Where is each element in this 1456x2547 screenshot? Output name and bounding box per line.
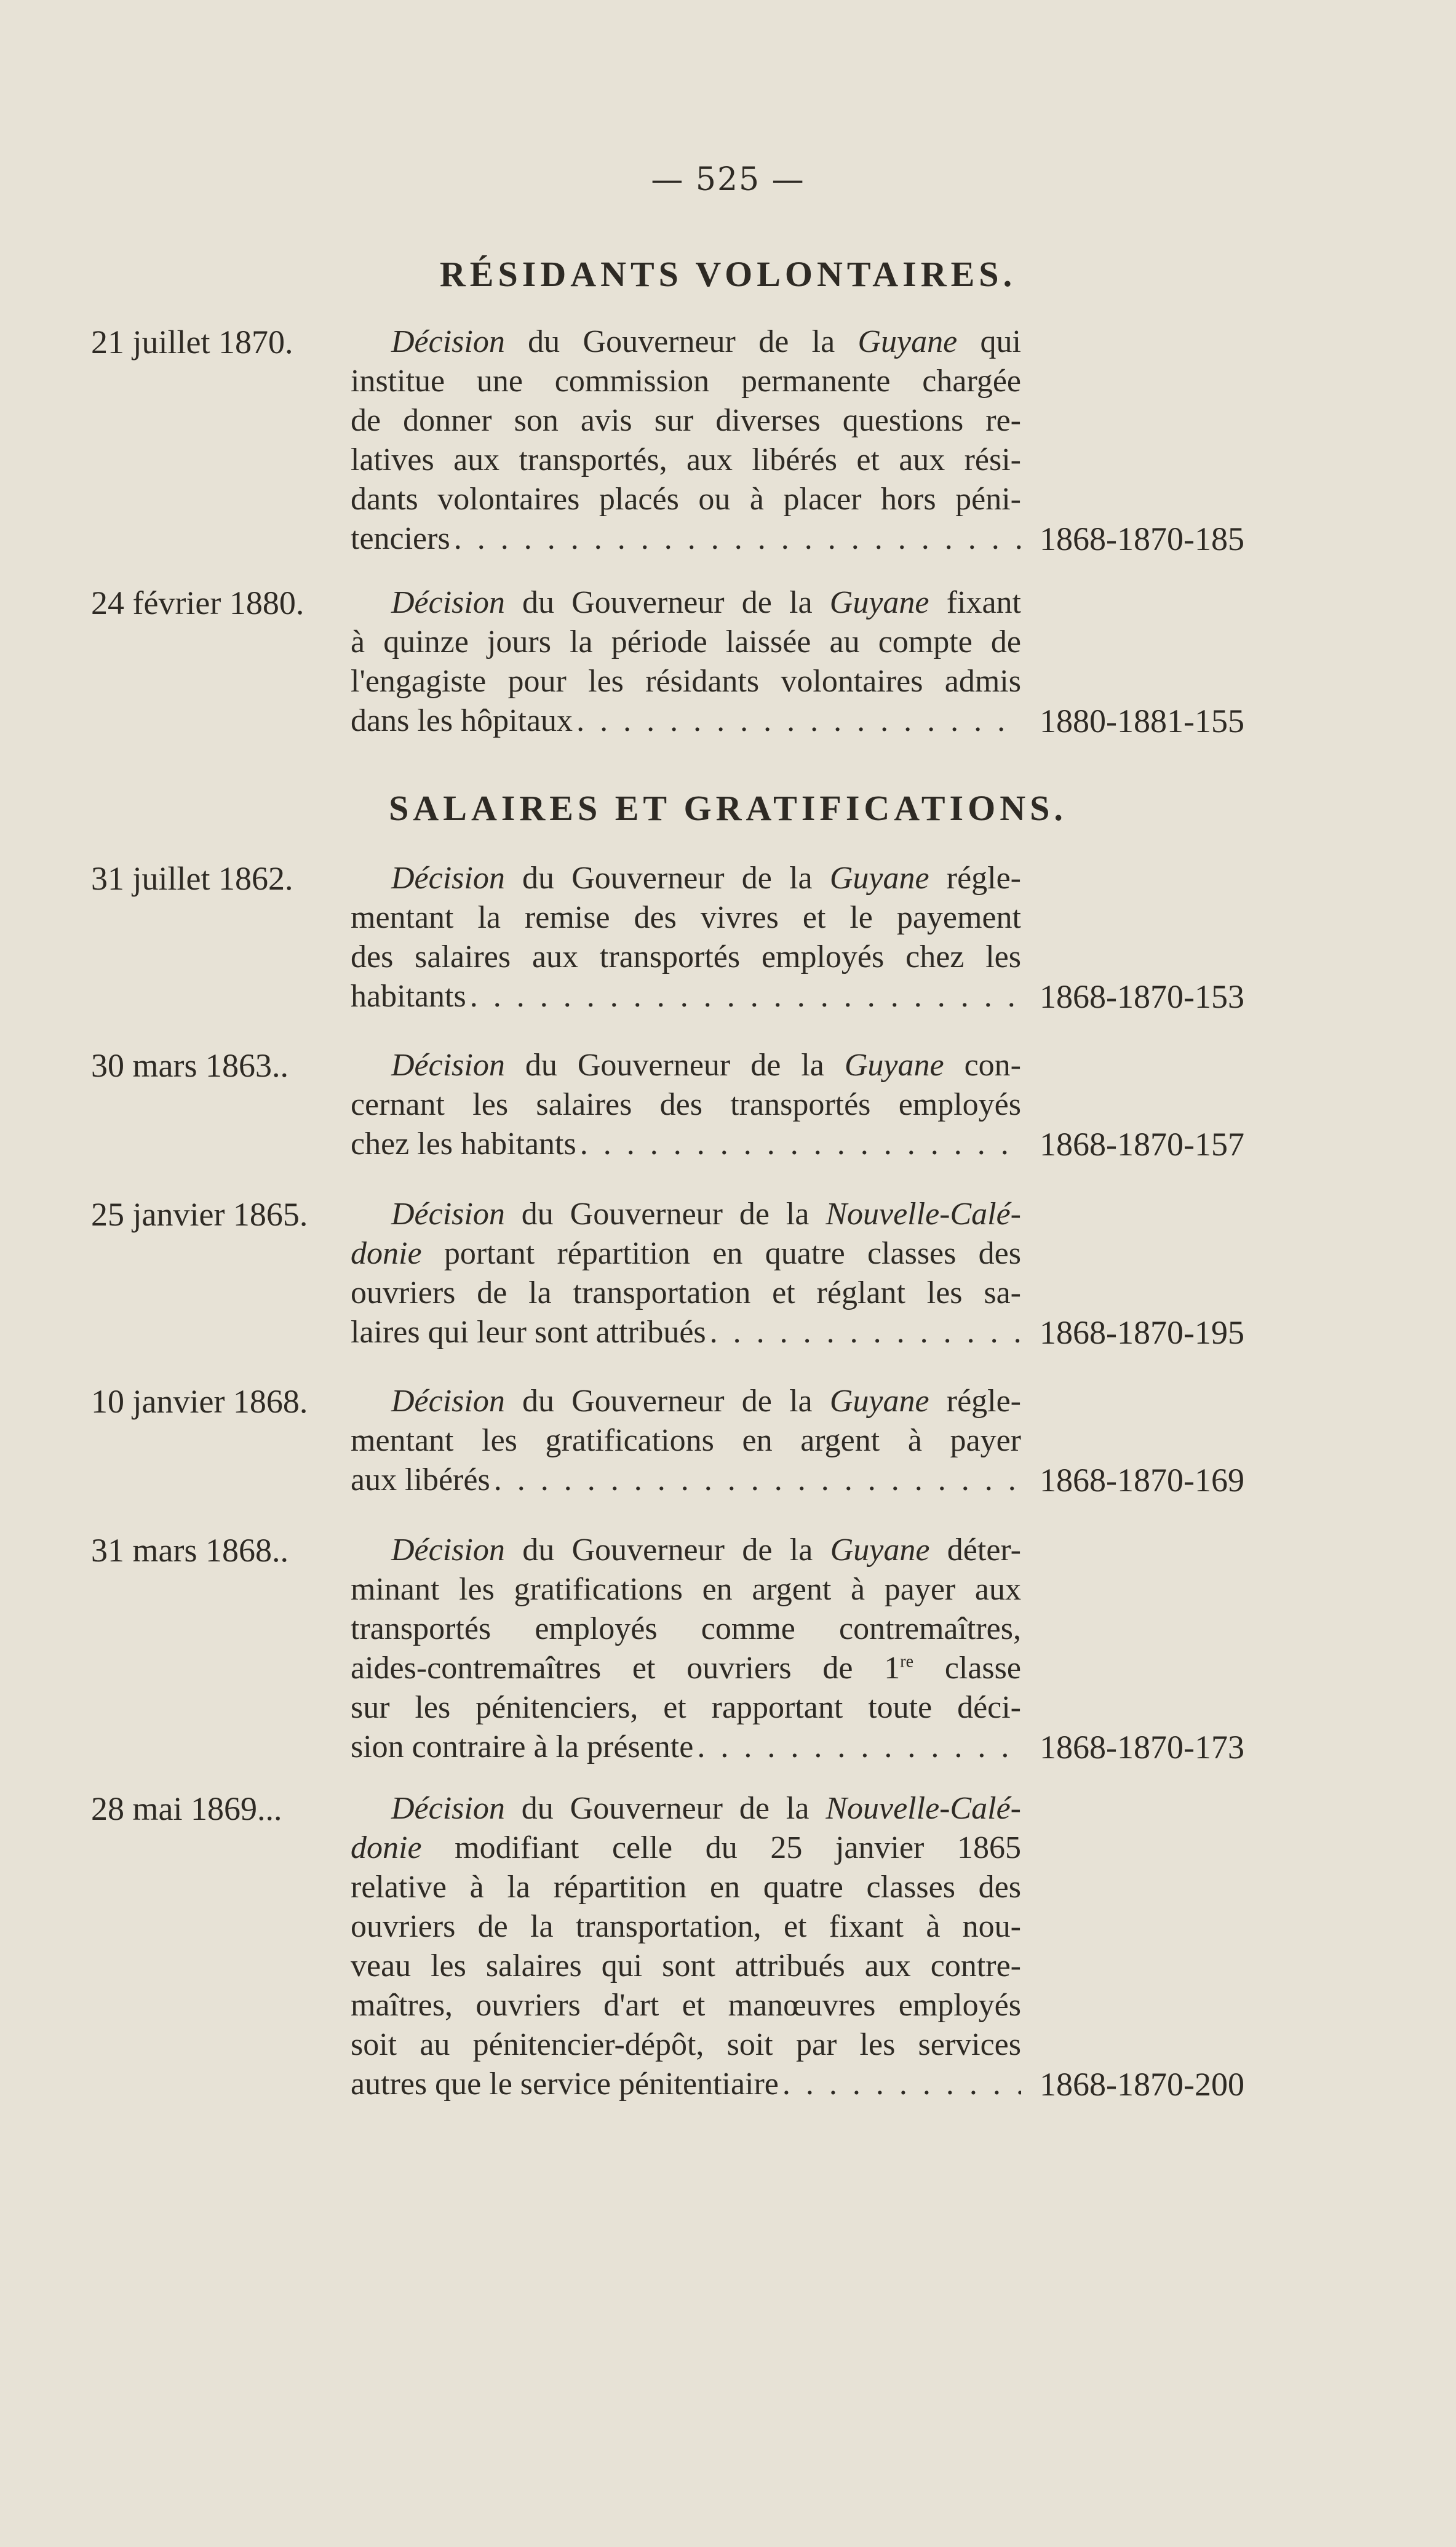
entry-line: mentant les gratifications en argent à payer	[351, 1423, 1021, 1458]
leader-dots	[576, 701, 1021, 741]
entry-line: Décision du Gouverneur de la Guyane con-	[391, 1048, 1022, 1083]
entry-text	[351, 322, 1021, 559]
entry-line: chez les habitants	[351, 1126, 576, 1162]
entry-reference: 1868-1870-185	[1040, 520, 1244, 557]
entry-line: donie portant répartition en quatre classes des	[351, 1236, 1021, 1271]
leader-dots	[697, 1728, 1021, 1767]
leader-dots	[782, 2065, 1021, 2104]
entry-line: Décision du Gouverneur de la Guyane déter-	[391, 1533, 1022, 1568]
entry-date: 28 mai 1869...	[91, 1790, 282, 1827]
section-title-salaires: SALAIRES ET GRATIFICATIONS.	[389, 788, 1067, 828]
entry-reference: 1868-1870-173	[1040, 1729, 1244, 1766]
leader-dots	[710, 1313, 1021, 1352]
entry-line: dants volontaires placés ou à placer hors péni-	[351, 482, 1021, 517]
entry-text	[351, 1382, 1021, 1500]
entry-line-last	[351, 519, 1021, 559]
entry-date: 31 mars 1868..	[91, 1532, 288, 1569]
entry-date: 25 janvier 1865.	[91, 1196, 308, 1233]
entry-line: habitants	[351, 979, 466, 1014]
entry-date: 31 juillet 1862.	[91, 860, 293, 897]
entry-text	[351, 1046, 1021, 1164]
entry-reference: 1868-1870-169	[1040, 1462, 1244, 1499]
entry-line: ouvriers de la transportation, et fixant à nou-	[351, 1909, 1021, 1944]
entry-line: cernant les salaires des transportés employés	[351, 1087, 1021, 1122]
entry-line: tenciers	[351, 521, 450, 556]
entry-text	[351, 583, 1021, 741]
entry-line: Décision du Gouverneur de la Guyane fixant	[391, 585, 1022, 620]
entry-reference: 1868-1870-195	[1040, 1314, 1244, 1351]
page-number: — 525 —	[651, 161, 805, 198]
entry-line-last	[351, 1313, 1021, 1352]
entry-line: relative à la répartition en quatre classes des	[351, 1870, 1021, 1905]
entry-line-last	[351, 977, 1021, 1016]
entry-line: transportés employés comme contremaîtres,	[351, 1611, 1021, 1646]
entry-line-last	[351, 1728, 1021, 1767]
entry-line: veau les salaires qui sont attribués aux contre-	[351, 1948, 1021, 1983]
section-title-residants: RÉSIDANTS VOLONTAIRES.	[439, 254, 1017, 294]
entry-line: autres que le service pénitentiaire	[351, 2067, 779, 2102]
entry-line-last	[351, 1125, 1021, 1164]
entry-text	[351, 1531, 1021, 1767]
entry-reference: 1868-1870-200	[1040, 2066, 1244, 2103]
entry-line: Décision du Gouverneur de la Nouvelle-Calé-	[391, 1791, 1021, 1826]
entry-date: 24 février 1880.	[91, 584, 304, 621]
entry-line: sur les pénitenciers, et rapportant toute déci-	[351, 1690, 1021, 1725]
entry-date: 30 mars 1863..	[91, 1047, 288, 1084]
entry-text	[351, 1789, 1021, 2104]
entry-line-last	[351, 2065, 1021, 2104]
entry-line: de donner son avis sur diverses questions re-	[351, 403, 1021, 438]
entry-line: laires qui leur sont attribués	[351, 1315, 706, 1350]
entry-line: maîtres, ouvriers d'art et manœuvres employés	[351, 1988, 1021, 2023]
entry-reference: 1868-1870-153	[1040, 978, 1244, 1015]
entry-reference: 1880-1881-155	[1040, 703, 1244, 739]
entry-line: ouvriers de la transportation et réglant les sa-	[351, 1275, 1021, 1310]
entry-line: latives aux transportés, aux libérés et aux rési-	[351, 442, 1021, 477]
leader-dots	[494, 1461, 1021, 1500]
entry-line: soit au pénitencier-dépôt, soit par les services	[351, 2027, 1021, 2062]
entry-line-last	[351, 701, 1021, 741]
entry-line: donie modifiant celle du 25 janvier 1865	[351, 1830, 1021, 1865]
leader-dots	[580, 1125, 1021, 1164]
entry-line: Décision du Gouverneur de la Guyane régle-	[391, 1384, 1021, 1419]
leader-dots	[470, 977, 1021, 1016]
entry-line: des salaires aux transportés employés chez les	[351, 939, 1021, 975]
entry-line: à quinze jours la période laissée au compte de	[351, 624, 1021, 660]
entry-text	[351, 1195, 1021, 1352]
entry-line: Décision du Gouverneur de la Guyane régle-	[391, 861, 1021, 896]
entry-line: mentant la remise des vivres et le payement	[351, 900, 1021, 935]
entry-date: 21 juillet 1870.	[91, 324, 293, 361]
entry-line: dans les hôpitaux	[351, 703, 573, 738]
entry-line: sion contraire à la présente	[351, 1729, 694, 1764]
entry-text	[351, 859, 1021, 1016]
entry-line: aides-contremaîtres et ouvriers de 1re classe	[351, 1651, 1021, 1686]
entry-reference: 1868-1870-157	[1040, 1126, 1244, 1163]
leader-dots	[454, 519, 1021, 559]
entry-line-last	[351, 1461, 1021, 1500]
entry-line: aux libérés	[351, 1462, 490, 1497]
entry-line: Décision du Gouverneur de la Guyane qui	[391, 324, 1022, 359]
entry-line: institue une commission permanente chargée	[351, 364, 1021, 399]
entry-line: minant les gratifications en argent à payer aux	[351, 1572, 1021, 1607]
entry-line: Décision du Gouverneur de la Nouvelle-Calé-	[391, 1197, 1021, 1232]
entry-date: 10 janvier 1868.	[91, 1383, 308, 1420]
entry-line: l'engagiste pour les résidants volontaires admis	[351, 664, 1021, 699]
